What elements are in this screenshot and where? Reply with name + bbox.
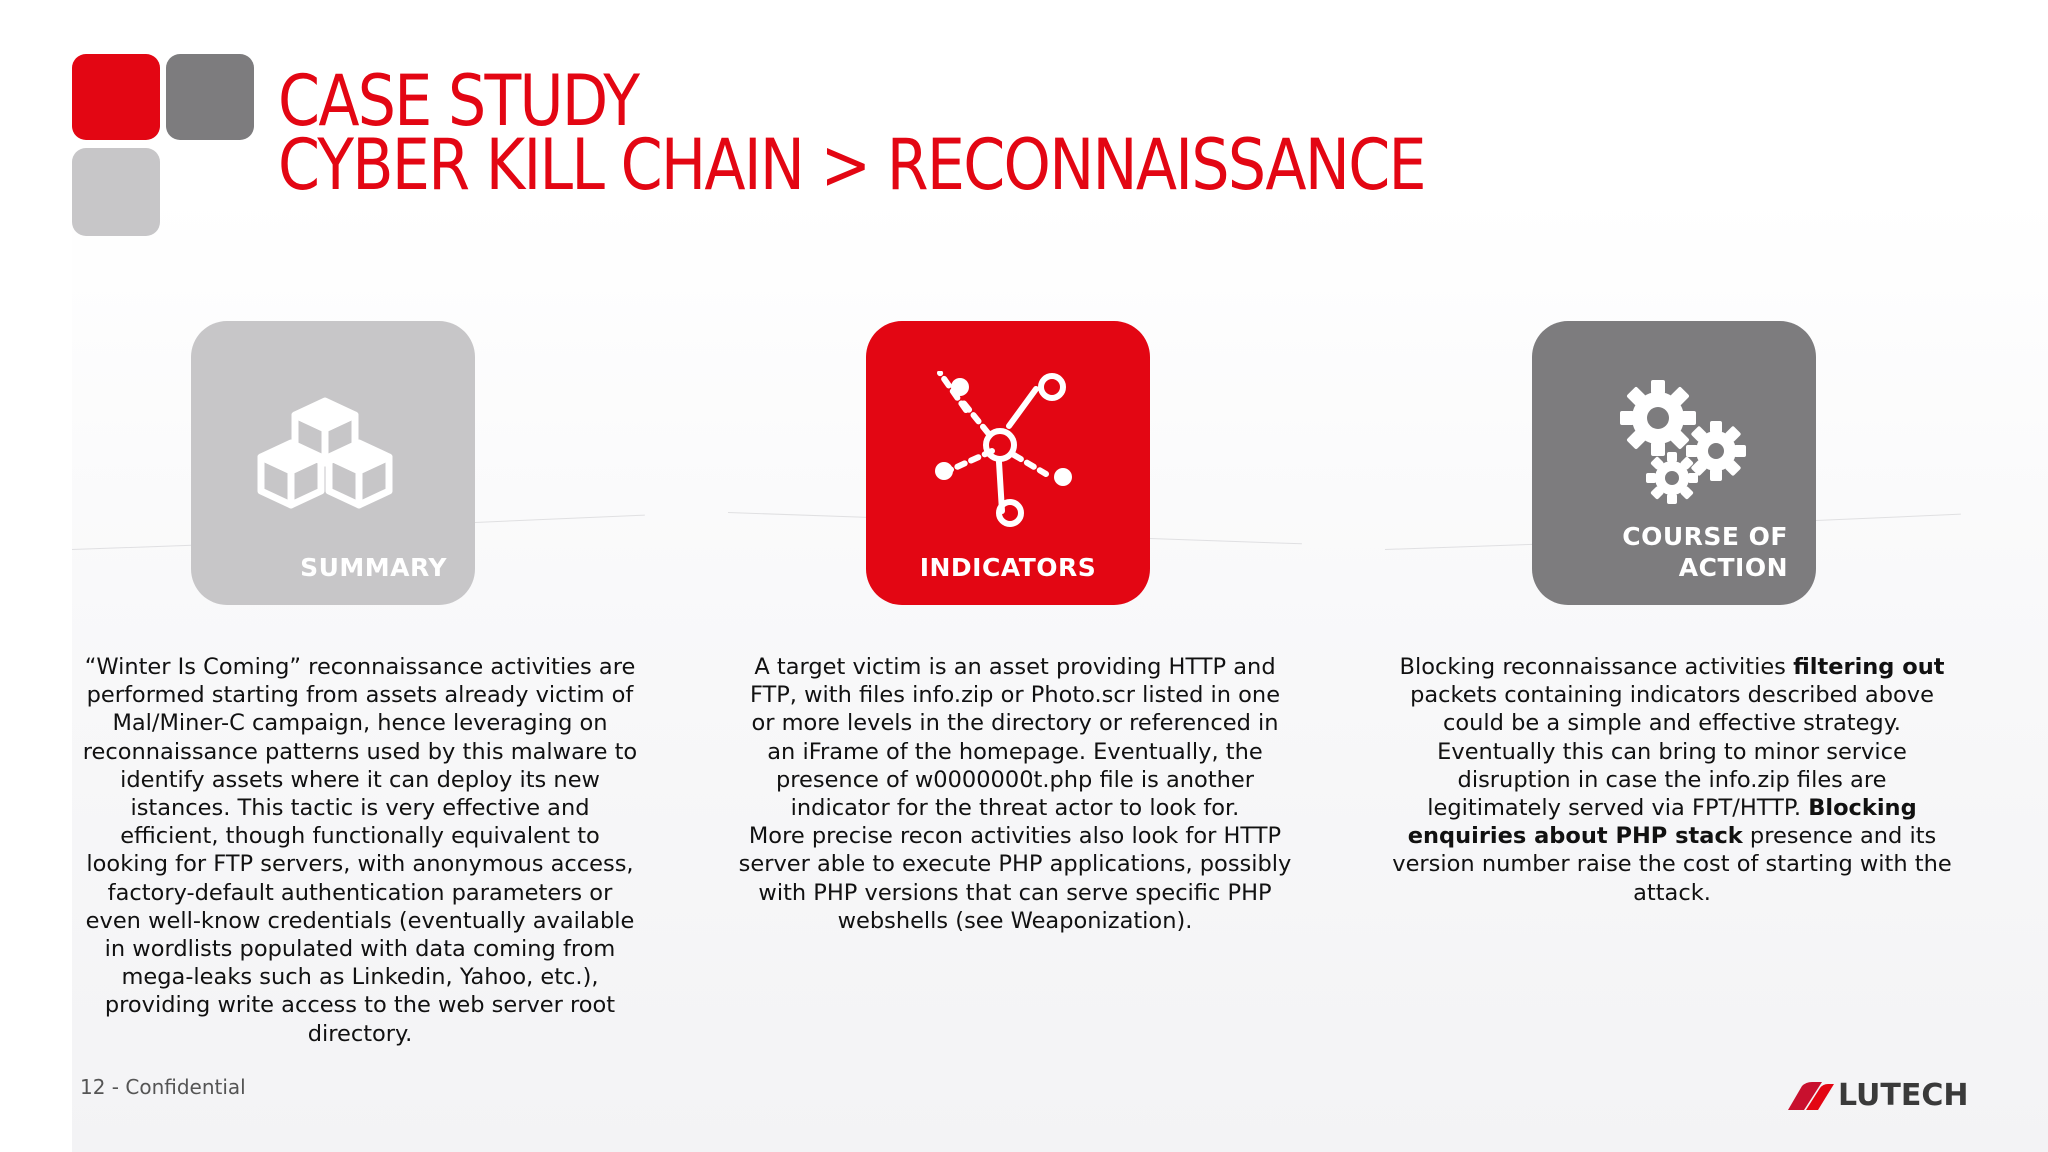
network-nodes-icon <box>932 371 1082 541</box>
indicators-text <box>735 653 1295 935</box>
course-of-action-card <box>1532 321 1816 605</box>
course-label-line-2: ACTION <box>1678 553 1788 582</box>
indicators-label: INDICATORS <box>919 553 1097 582</box>
course-label-line-1: COURSE OF <box>1622 522 1788 551</box>
course-of-action-label <box>1622 521 1788 583</box>
title-line-2: CYBER KILL CHAIN > RECONNAISSANCE <box>278 124 1425 206</box>
course-text-bold: Blocking enquiries about PHP stack <box>1407 795 1917 850</box>
gears-icon <box>1618 376 1748 506</box>
course-text-bold: filtering out <box>1793 654 1945 680</box>
course-text-part: packets containing indicators described above could be a simple and effective strategy. Eventually this can bring to minor service disruption in case the info.zip files are legitimately served via FPT/HTTP. <box>1410 682 1934 822</box>
course-text-part: presence and its version number raise the cost of starting with the attack. <box>1392 823 1952 906</box>
logo-square-red <box>72 54 160 140</box>
indicators-paragraph-1: A target victim is an asset providing HTTP and FTP, with files info.zip or Photo.scr listed in one or more levels in the directory or referenced in an iFrame of the homepage. Eventually, the presence of w0000000t.php file is another indicator for the threat actor to look for. <box>749 654 1281 822</box>
indicators-card <box>866 321 1150 605</box>
indicators-paragraph-2: More precise recon activities also look for HTTP server able to execute PHP applications, possibly with PHP versions that can serve specific PHP webshells (see Weaponization). <box>738 823 1292 934</box>
logo-square-dark-gray <box>166 54 254 140</box>
logo-square-light-gray <box>72 148 160 236</box>
brand-logo <box>1788 1080 1968 1112</box>
page-number-label: 12 - Confidential <box>80 1075 246 1099</box>
course-text-part: Blocking reconnaissance activities <box>1399 654 1794 680</box>
title-line-1: CASE STUDY <box>278 60 639 142</box>
brand-mark-icon <box>1788 1080 1836 1112</box>
brand-name: LUTECH <box>1838 1078 1969 1113</box>
summary-label: SUMMARY <box>300 553 447 582</box>
summary-card <box>191 321 475 605</box>
cubes-icon <box>257 391 407 521</box>
course-of-action-text <box>1392 653 1952 907</box>
summary-text: “Winter Is Coming” reconnaissance activities are performed starting from assets already victim of Mal/Miner-C campaign, hence leveraging on reconnaissance patterns used by this malware to identify assets where it can deploy its new istances. This tactic is very effective and efficient, though functionally equivalent to looking for FTP servers, with anonymous access, factory-default authentication parameters or even well-know credentials (eventually available in wordlists populated with data coming from mega-leaks such as Linkedin, Yahoo, etc.), providing write access to the web server root directory. <box>82 654 638 1047</box>
